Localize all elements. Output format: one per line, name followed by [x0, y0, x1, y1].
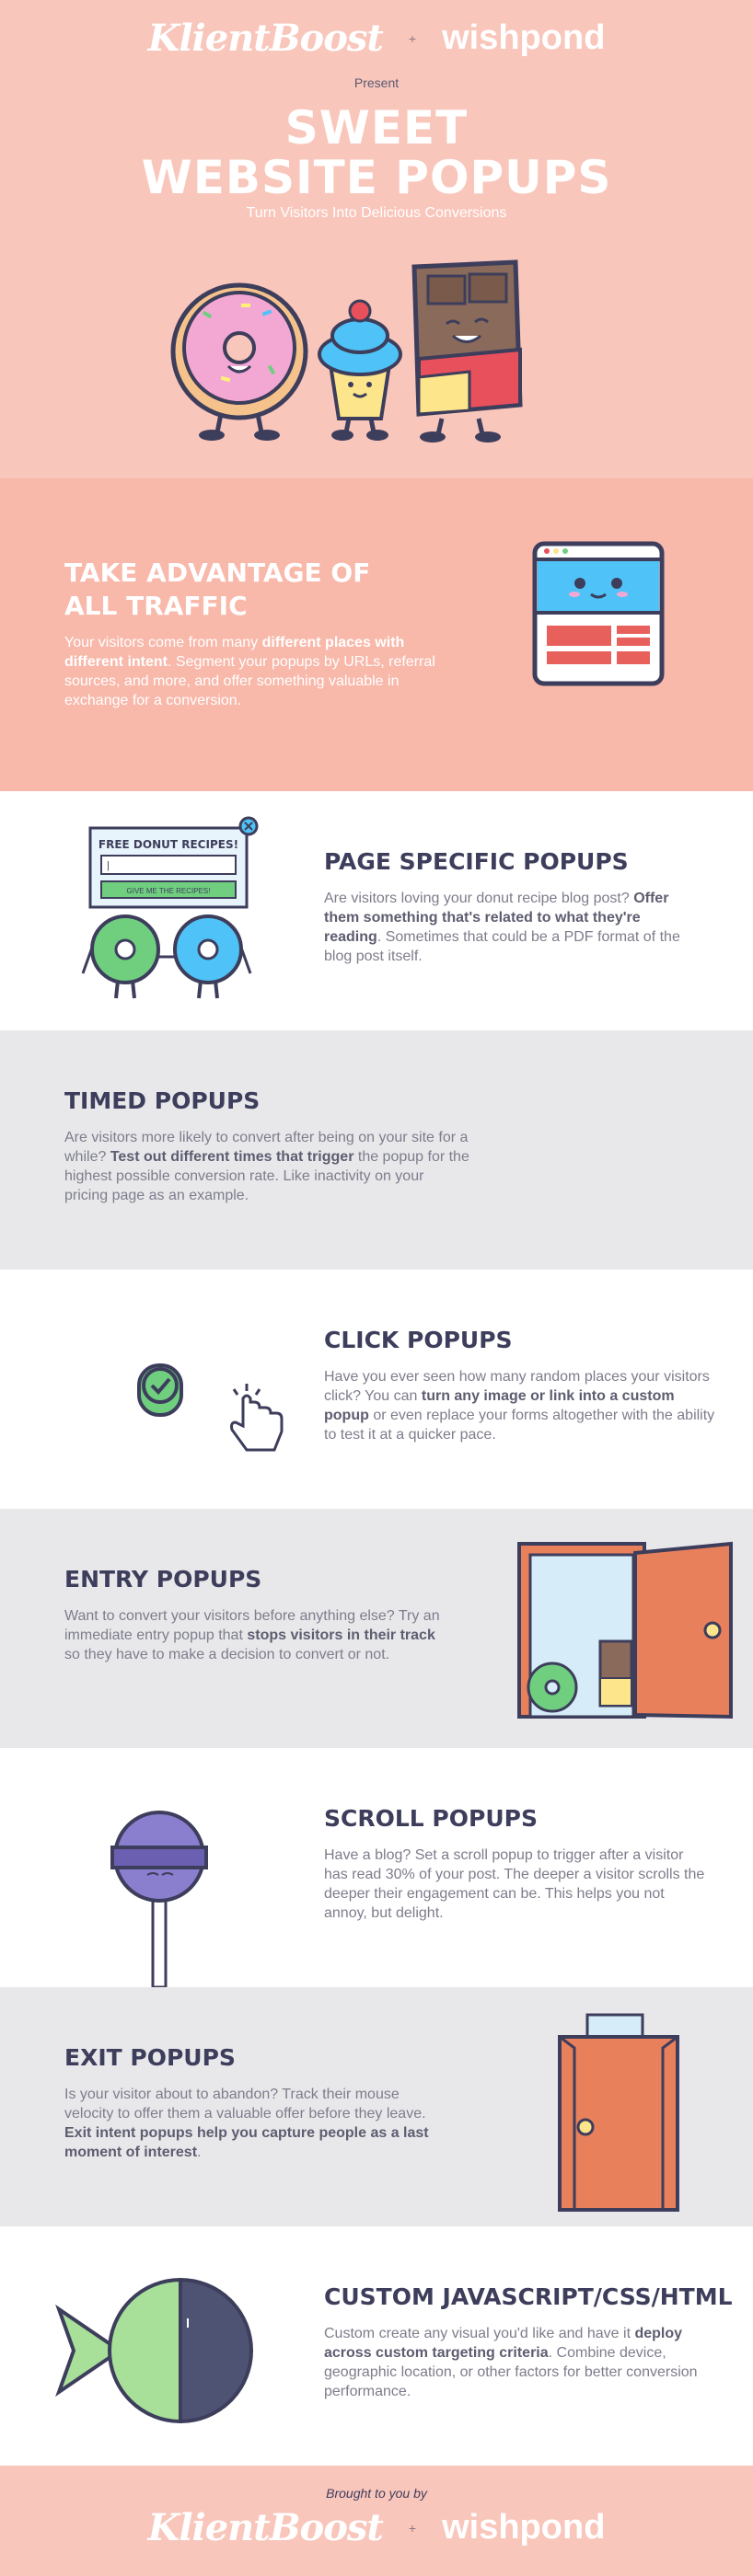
- green-donut-icon: [83, 916, 158, 998]
- all-traffic-title-line1: TAKE ADVANTAGE OF: [64, 558, 371, 588]
- timed-title: TIMED POPUPS: [64, 1087, 261, 1114]
- wishpond-logo: wishpond: [442, 18, 606, 57]
- page-specific-body: Are visitors loving your donut recipe blog post? Offer them something that's related to what they're reading. Sometimes that could be a PDF format of the blog post itself.: [324, 891, 680, 964]
- footer-plus-sign: +: [408, 2520, 417, 2536]
- plus-sign: +: [408, 30, 417, 46]
- click-title: CLICK POPUPS: [324, 1327, 513, 1353]
- exit-section: [0, 1987, 753, 2226]
- open-door-entry-illustration: [516, 1540, 736, 1720]
- hero-title: [0, 103, 753, 202]
- all-traffic-body: Your visitors come from many different places with different intent. Segment your popups by URLs, referral sources, and more, and offer something valuable in exchange for a conversion.: [64, 635, 435, 708]
- closed-door-exit-illustration: [556, 2011, 681, 2214]
- svg-text:|: |: [107, 860, 110, 871]
- hero-title-line1: SWEET: [284, 101, 469, 155]
- exit-body: Is your visitor about to abandon? Track their mouse velocity to offer them a valuable offer before they leave. Exit intent popups help you capture people as a last moment of interest.: [64, 2087, 429, 2160]
- footer-klientboost-logo: KlientBoost: [147, 2506, 383, 2549]
- sweets-characters-illustration: [166, 248, 552, 451]
- footer-wishpond-logo: wishpond: [442, 2508, 606, 2547]
- timed-body: Are visitors more likely to convert after being on your site for a while? Test out different times that trigger the popup for the highest possible conversion rate. Like inactivity on your pricing page as an example.: [64, 1130, 469, 1203]
- footer-logos: [0, 2506, 753, 2549]
- popup-email-input[interactable]: [101, 856, 236, 874]
- click-illustration: [136, 1358, 293, 1459]
- custom-body: Custom create any visual you'd like and have it deploy across custom targeting criteria. Combine device, geographic location, or other factors for better conversion performance.: [324, 2326, 698, 2399]
- hero-section: [0, 0, 753, 478]
- all-traffic-section: [0, 478, 753, 791]
- peeking-chocolate-icon: [600, 1641, 631, 1706]
- footer-byline: Brought to you by: [326, 2486, 427, 2501]
- chocolate-bar-character-icon: [414, 262, 520, 443]
- browser-window-icon: [532, 541, 665, 688]
- blue-donut-icon: [175, 916, 250, 998]
- peeking-donut-icon: [528, 1663, 576, 1711]
- click-body: Have you ever seen how many random places your visitors click? You can turn any image or link into a custom popup or even replace your forms altogether with the ability to test it at a quicker pace.: [324, 1369, 715, 1443]
- klientboost-logo: KlientBoost: [147, 17, 383, 60]
- page-specific-section: [0, 791, 753, 1030]
- exit-door-knob-icon: [578, 2120, 593, 2134]
- candy-illustration: [55, 2272, 276, 2429]
- entry-section: [0, 1509, 753, 1748]
- door-knob-icon: [705, 1623, 720, 1638]
- popup-title: FREE DONUT RECIPES!: [98, 838, 239, 851]
- entry-title: ENTRY POPUPS: [64, 1566, 262, 1593]
- hero-subtitle: Turn Visitors Into Delicious Conversions: [246, 205, 507, 221]
- click-section: [0, 1270, 753, 1509]
- pointer-hand-icon: [232, 1384, 283, 1450]
- header-logos: [0, 17, 753, 60]
- all-traffic-title: [64, 557, 396, 623]
- timed-section: [0, 1030, 753, 1270]
- footer-section: [0, 2466, 753, 2576]
- donut-character-icon: [173, 285, 306, 441]
- checkmark-badge-icon: [139, 1365, 181, 1415]
- all-traffic-title-line2: ALL TRAFFIC: [64, 591, 248, 621]
- custom-title: CUSTOM JAVASCRIPT/CSS/HTML: [324, 2283, 733, 2310]
- scroll-body: Have a blog? Set a scroll popup to trigger after a visitor has read 30% of your post. The deeper a visitor scrolls the deeper their engagement can be. This helps you not annoy, but delight.: [324, 1847, 705, 1921]
- scroll-title: SCROLL POPUPS: [324, 1805, 538, 1832]
- entry-body: Want to convert your visitors before anything else? Try an immediate entry popup that stops visitors in their track so they have to make a decision to convert or not.: [64, 1608, 440, 1662]
- exit-title: EXIT POPUPS: [64, 2044, 236, 2071]
- donut-recipes-popup-illustration: [81, 810, 265, 1012]
- present-label: Present: [353, 75, 400, 90]
- page-specific-title: PAGE SPECIFIC POPUPS: [324, 848, 629, 875]
- custom-section: [0, 2226, 753, 2466]
- lollipop-illustration: [109, 1794, 210, 1987]
- cupcake-character-icon: [319, 301, 400, 441]
- svg-text:GIVE ME THE RECIPES!: GIVE ME THE RECIPES!: [126, 887, 211, 895]
- scroll-section: [0, 1748, 753, 1987]
- hero-title-line2: WEBSITE POPUPS: [141, 151, 612, 204]
